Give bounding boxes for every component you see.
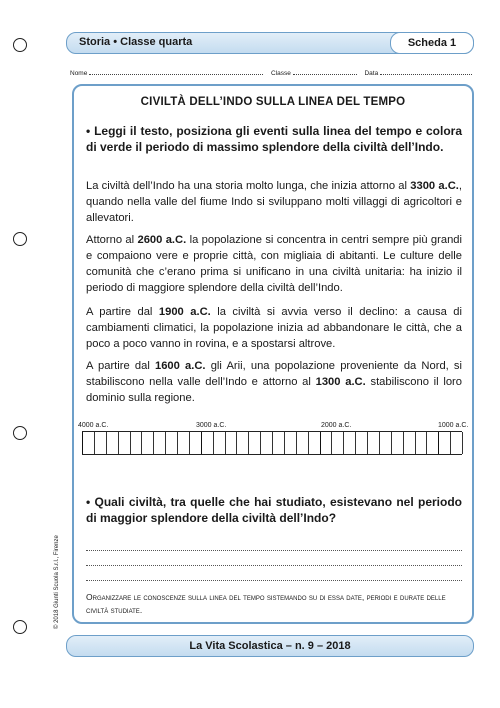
footer-bar: La Vita Scolastica – n. 9 – 2018 xyxy=(66,635,474,657)
timeline-tick xyxy=(355,432,356,454)
timeline-tick xyxy=(367,432,368,454)
subject-label: Storia • Classe quarta xyxy=(79,36,193,48)
class-label: Classe xyxy=(270,70,291,77)
date-field[interactable] xyxy=(380,68,472,75)
timeline-tick xyxy=(201,432,202,454)
binder-hole xyxy=(13,232,27,246)
copyright-text: © 2018 Giunti Scuola S.r.l., Firenze xyxy=(54,535,60,629)
timeline-tick xyxy=(284,432,285,454)
timeline-bar[interactable] xyxy=(82,431,462,455)
class-field[interactable] xyxy=(293,68,357,75)
timeline-tick xyxy=(438,432,439,454)
paragraph-1: La civiltà dell’Indo ha una storia molto lunga, che inizia attorno al 3300 a.C., quando nella valle del fiume Indo si sviluppano molti villaggi di agricoltori e allevatori. xyxy=(86,180,462,224)
timeline-tick xyxy=(450,432,451,454)
paragraph-4: A partire dal 1600 a.C. gli Arii, una popolazione proveniente da Nord, si stabiliscono nella valle dell’Indo e attorno al 1300 a.C. stabiliscono il loro dominio sulla regione. xyxy=(86,360,463,404)
timeline-tick xyxy=(130,432,131,454)
name-field[interactable] xyxy=(89,68,263,75)
student-fields xyxy=(70,68,470,77)
timeline-tick xyxy=(462,432,463,454)
timeline-tick xyxy=(118,432,119,454)
timeline-tick xyxy=(94,432,95,454)
binder-hole xyxy=(13,620,27,634)
timeline-tick xyxy=(189,432,190,454)
timeline-tick xyxy=(379,432,380,454)
timeline-tick xyxy=(153,432,154,454)
timeline-tick xyxy=(260,432,261,454)
timeline-tick xyxy=(248,432,249,454)
timeline-label: 4000 a.C. xyxy=(78,422,109,429)
timeline-label: 3000 a.C. xyxy=(196,422,227,429)
timeline-tick xyxy=(343,432,344,454)
timeline-tick xyxy=(426,432,427,454)
binder-hole xyxy=(13,426,27,440)
name-label: Nome xyxy=(70,70,88,77)
worksheet-title: CIVILTÀ DELL’INDO SULLA LINEA DEL TEMPO xyxy=(140,96,406,108)
paragraph-2: Attorno al 2600 a.C. la popolazione si concentra in centri sempre più grandi e compaiono vere e proprie città, con migliaia di abitanti. Le culture delle comunità che c’erano prima si unificano in una civiltà unitaria: ha inizio il periodo di maggiore splendore della civiltà dell’Indo. xyxy=(86,234,462,294)
timeline-tick xyxy=(391,432,392,454)
timeline-tick xyxy=(403,432,404,454)
paragraph-3: A partire dal 1900 a.C. la civiltà si avvia verso il declino: a causa di cambiamenti climatici, la popolazione inizia ad abbandonare le città, che a poco a poco vanno in rovina, e a spostarsi altrove. xyxy=(86,306,462,350)
timeline-tick xyxy=(272,432,273,454)
question-text: • Quali civiltà, tra quelle che hai studiato, esistevano nel periodo di maggior splendore della civiltà dell’Indo? xyxy=(86,495,462,525)
timeline-tick xyxy=(296,432,297,454)
timeline-tick xyxy=(225,432,226,454)
header-bar xyxy=(66,32,474,54)
answer-line[interactable] xyxy=(86,565,462,566)
answer-line[interactable] xyxy=(86,580,462,581)
timeline-tick xyxy=(236,432,237,454)
binder-hole xyxy=(13,38,27,52)
worksheet-frame xyxy=(72,84,474,624)
timeline-tick xyxy=(165,432,166,454)
timeline-tick xyxy=(331,432,332,454)
instruction-text: • Leggi il testo, posiziona gli eventi sulla linea del tempo e colora di verde il periodo di massimo splendore della civiltà dell’Indo. xyxy=(86,124,462,154)
note-text: Organizzare le conoscenze sulla linea del tempo sistemando su di essa date, periodi e durate delle civiltà studiate. xyxy=(86,592,446,615)
timeline-tick xyxy=(308,432,309,454)
timeline-tick xyxy=(177,432,178,454)
sheet-number: Scheda 1 xyxy=(390,32,474,54)
timeline-tick xyxy=(141,432,142,454)
timeline-tick xyxy=(415,432,416,454)
answer-line[interactable] xyxy=(86,550,462,551)
timeline-tick xyxy=(213,432,214,454)
timeline-tick xyxy=(320,432,321,454)
timeline-tick xyxy=(106,432,107,454)
date-label: Data xyxy=(364,70,379,77)
timeline-tick xyxy=(82,432,83,454)
timeline-label: 1000 a.C. xyxy=(438,422,469,429)
timeline-label: 2000 a.C. xyxy=(321,422,352,429)
